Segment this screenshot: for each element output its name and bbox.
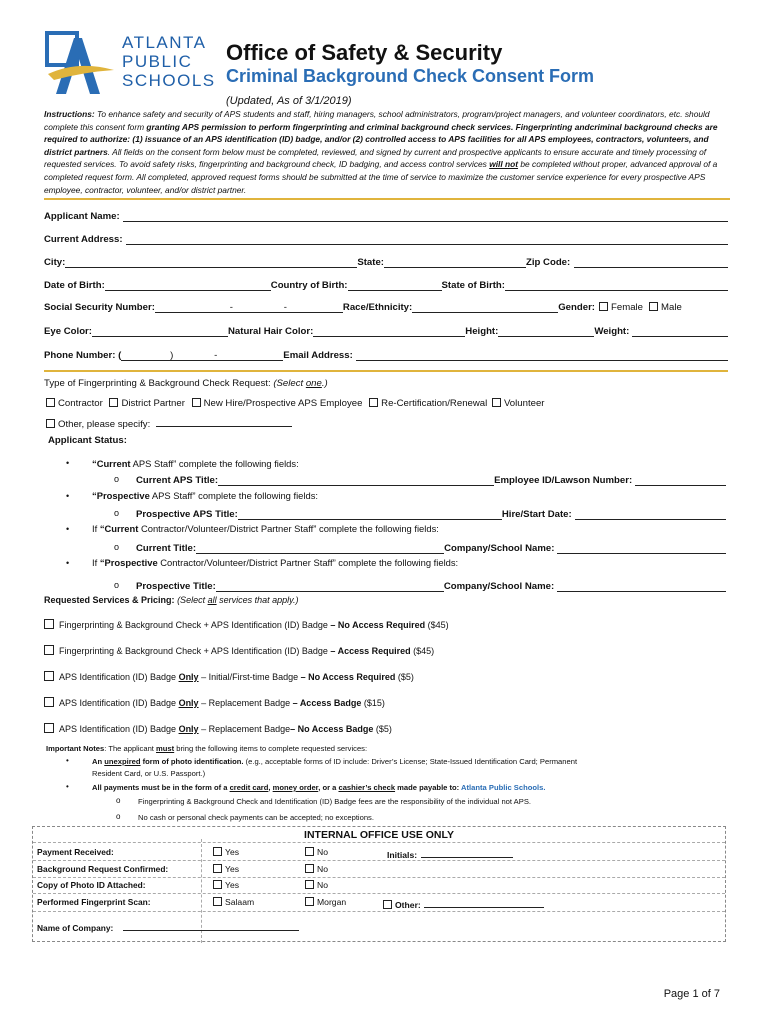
bullet-icon: •: [66, 756, 69, 765]
other-specify-field[interactable]: [156, 416, 292, 427]
checkbox-icon[interactable]: [44, 645, 54, 655]
prospective-aps-title-field[interactable]: [238, 509, 502, 520]
initials-label: Initials:: [387, 847, 513, 860]
option-new-hire[interactable]: New Hire/Prospective APS Employee: [192, 398, 363, 409]
bg-confirmed-label: Background Request Confirmed:: [37, 864, 169, 874]
status-prospective-contractor: If “Prospective Contractor/Volunteer/District Partner Staff” complete the following fields:: [92, 557, 459, 568]
dob-label: Date of Birth:: [44, 280, 105, 291]
service-item[interactable]: APS Identification (ID) Badge Only – Replacement Badge– No Access Badge ($5): [44, 723, 392, 734]
option-recertification[interactable]: Re-Certification/Renewal: [369, 398, 487, 409]
ssn-row: [44, 299, 728, 313]
circle-bullet-icon: o: [116, 796, 121, 805]
checkbox-icon[interactable]: [44, 619, 54, 629]
city-field[interactable]: [65, 257, 357, 268]
dob-field[interactable]: [105, 280, 271, 291]
payment-no[interactable]: No: [305, 847, 328, 857]
gender-female[interactable]: Female: [599, 302, 643, 313]
height-label: Height:: [465, 326, 499, 337]
checkbox-icon[interactable]: [213, 847, 222, 856]
note-photo-id-cont: Resident Card, or U.S. Passport.): [92, 769, 206, 778]
height-field[interactable]: [498, 326, 594, 337]
note-photo-id: An unexpired form of photo identification. (e.g., acceptable forms of ID include: Driver’s License; State-Issued Identification Card; Permanent: [92, 757, 578, 766]
divider: [44, 370, 728, 372]
race-label: Race/Ethnicity:: [342, 302, 413, 313]
copy-yes[interactable]: Yes: [213, 880, 239, 890]
bullet-icon: •: [66, 491, 70, 501]
state-field[interactable]: [384, 257, 526, 268]
company-school-field[interactable]: [557, 543, 726, 554]
circle-bullet-icon: o: [114, 580, 120, 590]
checkbox-icon[interactable]: [213, 897, 222, 906]
logo-line-2: PUBLIC: [122, 52, 193, 71]
updated-date: (Updated, As of 3/1/2019): [226, 95, 352, 107]
circle-bullet-icon: o: [114, 474, 120, 484]
current-aps-title-field[interactable]: [218, 475, 494, 486]
initials-field[interactable]: [421, 847, 513, 858]
note-fees: Fingerprinting & Background Check and Identification (ID) Badge fees are the responsibility of the individual not APS.: [138, 797, 531, 806]
important-notes: Important Notes: The applicant must bring the following items to complete requested services:: [46, 744, 368, 753]
company-field[interactable]: [123, 920, 299, 931]
applicant-name-row: [44, 208, 728, 222]
current-contractor-row: Current Title: Company/School Name:: [136, 540, 726, 554]
checkbox-icon[interactable]: [44, 671, 54, 681]
logo-line-3: SCHOOLS: [122, 71, 216, 90]
bullet-icon: •: [66, 524, 70, 534]
instructions: Instructions: To enhance safety and security of APS students and staff, hiring managers, school administrators, program/project managers, and volunteer coordinators, etc. should complete this consent form granting APS permission to perform fingerprinting and criminal background check services. Fingerprinting andcriminal background checks are required to authorize: (1) issuance of an APS identification (ID) badge, and/or (2) controlled access to APS facilities for all APS employees, contractors, volunteers, and district partners. All fields on the consent form below must be completed, reviewed, and signed by current and prospective applicants to ensure accurate and timely processing of requested services. To avoid safety risks, fingerprinting and background check, ID badging, and access control services will not be completed without proper, advanced approval of a completed request form. All completed, approved request forms should be submitted at the time of service to maximize the customer service experience for every prospective APS employee, contractor, volunteer, and/or district partner.: [44, 109, 718, 195]
ssn-field-1[interactable]: -: [155, 302, 233, 313]
checkbox-icon[interactable]: [305, 864, 314, 873]
weight-field[interactable]: [632, 326, 728, 337]
race-field[interactable]: [412, 302, 558, 313]
checkbox-icon[interactable]: [109, 398, 118, 407]
checkbox-icon[interactable]: [305, 897, 314, 906]
checkbox-icon[interactable]: [492, 398, 501, 407]
copy-no[interactable]: No: [305, 880, 328, 890]
current-title-field[interactable]: [196, 543, 444, 554]
ssn-label: Social Security Number:: [44, 302, 155, 313]
email-field[interactable]: [356, 350, 728, 361]
city-row: [44, 254, 728, 268]
city-label: City:: [44, 257, 66, 268]
employee-id-field[interactable]: [635, 475, 726, 486]
logo-line-1: ATLANTA: [122, 33, 207, 52]
current-aps-row: Current APS Title: Employee ID/Lawson Number:: [136, 472, 726, 486]
physical-row: [44, 323, 728, 337]
aps-logo: [44, 30, 216, 100]
country-birth-field[interactable]: [348, 280, 442, 291]
address-field[interactable]: [126, 234, 728, 245]
company-label: Name of Company:: [37, 920, 299, 933]
checkbox-icon[interactable]: [46, 398, 55, 407]
gender-male[interactable]: Male: [649, 302, 682, 313]
fingerprint-salaam[interactable]: Salaam: [213, 897, 254, 907]
circle-bullet-icon: o: [114, 542, 120, 552]
form-title: Criminal Background Check Consent Form: [226, 66, 595, 86]
bullet-icon: •: [66, 782, 69, 791]
option-contractor[interactable]: Contractor: [46, 398, 103, 409]
checkbox-icon[interactable]: [383, 900, 392, 909]
divider: [44, 198, 730, 200]
request-type-heading: Type of Fingerprinting & Background Check Request: (Select one.): [44, 378, 328, 389]
service-item[interactable]: APS Identification (ID) Badge Only – Replacement Badge – Access Badge ($15): [44, 697, 385, 708]
fingerprint-other[interactable]: Other:: [383, 897, 544, 910]
fingerprint-label: Performed Fingerprint Scan:: [37, 897, 151, 907]
services-heading: Requested Services & Pricing: (Select all services that apply.): [44, 595, 299, 605]
checkbox-icon[interactable]: [649, 302, 658, 311]
address-label: Current Address:: [44, 234, 123, 245]
email-label: Email Address:: [283, 350, 353, 361]
note-payments: All payments must be in the form of a credit card, money order, or a cashier’s check made payable to: Atlanta Public Schools.: [92, 783, 546, 792]
state-label: State:: [357, 257, 384, 268]
hair-label: Natural Hair Color:: [227, 326, 314, 337]
status-prospective-aps: “Prospective APS Staff” complete the following fields:: [92, 490, 318, 501]
prospective-aps-row: Prospective APS Title: Hire/Start Date:: [136, 506, 726, 520]
state-birth-label: State of Birth:: [441, 280, 505, 291]
checkbox-icon[interactable]: [213, 880, 222, 889]
state-birth-field[interactable]: [505, 280, 728, 291]
phone-line-field[interactable]: [217, 350, 283, 361]
option-other[interactable]: Other, please specify:: [46, 416, 292, 430]
zip-field[interactable]: [574, 257, 728, 268]
applicant-name-field[interactable]: [123, 211, 728, 222]
checkbox-icon[interactable]: [46, 419, 55, 428]
other-field[interactable]: [424, 897, 544, 908]
service-item[interactable]: APS Identification (ID) Badge Only – Initial/First-time Badge – No Access Required ($5): [44, 671, 414, 682]
ssn-field-3[interactable]: [287, 302, 343, 313]
gender-label: Gender:: [558, 302, 596, 313]
applicant-status-label: Applicant Status:: [48, 435, 127, 446]
bullet-icon: •: [66, 458, 70, 468]
copy-id-label: Copy of Photo ID Attached:: [37, 880, 146, 890]
applicant-name-label: Applicant Name:: [44, 211, 120, 222]
status-current-contractor: If “Current Contractor/Volunteer/District Partner Staff” complete the following fields:: [92, 523, 439, 534]
option-district-partner[interactable]: District Partner: [109, 398, 184, 409]
contact-row: [44, 347, 728, 361]
bg-yes[interactable]: Yes: [213, 864, 239, 874]
birth-row: [44, 277, 728, 291]
office-title: INTERNAL OFFICE USE ONLY: [304, 829, 454, 841]
phone-prefix-field[interactable]: -: [173, 350, 217, 361]
eye-label: Eye Color:: [44, 326, 92, 337]
bullet-icon: •: [66, 558, 70, 568]
checkbox-icon[interactable]: [599, 302, 608, 311]
payment-yes[interactable]: Yes: [213, 847, 239, 857]
hair-field[interactable]: [313, 326, 465, 337]
hire-date-field[interactable]: [575, 509, 726, 520]
prospective-title-field[interactable]: [216, 581, 444, 592]
phone-label: Phone Number: (: [44, 350, 122, 361]
prospective-company-field[interactable]: [557, 581, 726, 592]
circle-bullet-icon: o: [116, 812, 121, 821]
ssn-field-2[interactable]: -: [233, 302, 287, 313]
weight-label: Weight:: [594, 326, 630, 337]
aps-a-icon: [44, 30, 124, 100]
prospective-contractor-row: Prospective Title: Company/School Name:: [136, 578, 726, 592]
checkbox-icon[interactable]: [305, 847, 314, 856]
eye-field[interactable]: [92, 326, 228, 337]
service-item[interactable]: Fingerprinting & Background Check + APS Identification (ID) Badge – Access Required ($45): [44, 645, 434, 656]
checkbox-icon[interactable]: [305, 880, 314, 889]
address-row: [44, 231, 728, 245]
note-no-cash: No cash or personal check payments can be accepted; no exceptions.: [138, 813, 374, 822]
checkbox-icon[interactable]: [369, 398, 378, 407]
checkbox-icon[interactable]: [192, 398, 201, 407]
status-current-aps: “Current APS Staff” complete the following fields:: [92, 458, 299, 469]
fingerprint-morgan[interactable]: Morgan: [305, 897, 346, 907]
page-title: Office of Safety & Security: [226, 40, 503, 65]
page-number: Page 1 of 7: [663, 988, 720, 1000]
country-birth-label: Country of Birth:: [270, 280, 348, 291]
checkbox-icon[interactable]: [44, 697, 54, 707]
bg-no[interactable]: No: [305, 864, 328, 874]
payment-label: Payment Received:: [37, 847, 114, 857]
zip-label: Zip Code:: [525, 257, 571, 268]
internal-office-box: [32, 826, 726, 942]
request-type-options: [46, 398, 544, 409]
option-volunteer[interactable]: Volunteer: [492, 398, 545, 409]
phone-area-field[interactable]: ): [121, 350, 173, 361]
checkbox-icon[interactable]: [44, 723, 54, 733]
checkbox-icon[interactable]: [213, 864, 222, 873]
circle-bullet-icon: o: [114, 508, 120, 518]
service-item[interactable]: Fingerprinting & Background Check + APS Identification (ID) Badge – No Access Required ($45): [44, 619, 449, 630]
